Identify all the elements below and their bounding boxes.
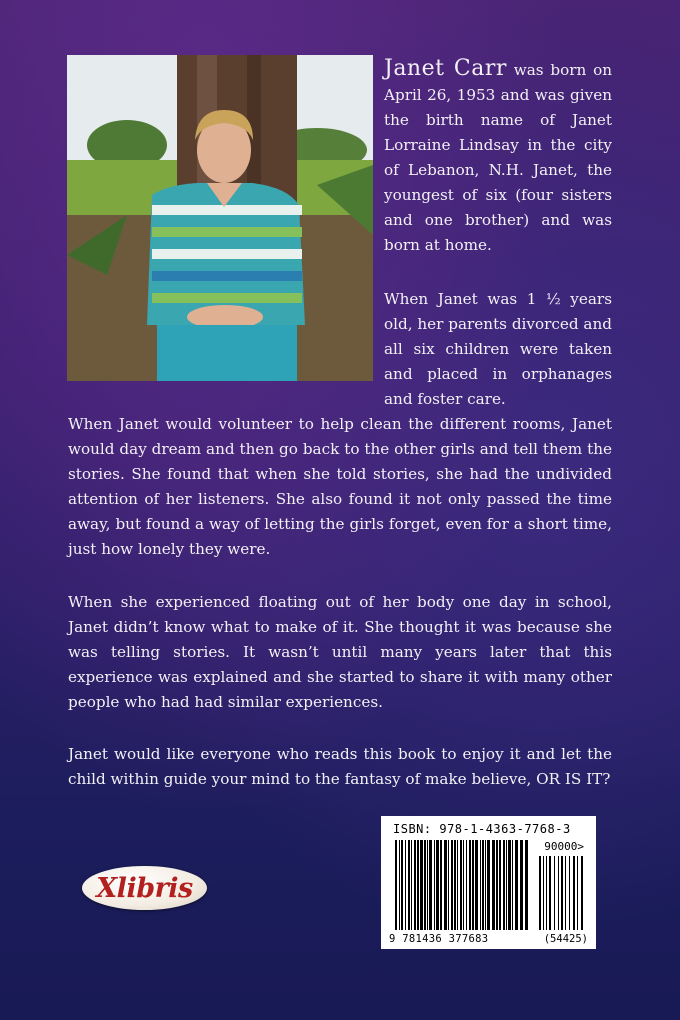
xlibris-logo bbox=[82, 866, 207, 910]
barcode-number: 9 781436 377683 bbox=[389, 933, 489, 945]
intro-paragraph bbox=[384, 56, 612, 258]
author-photo bbox=[67, 55, 373, 381]
author-name: Janet Carr bbox=[384, 56, 507, 81]
isbn-label: ISBN: 978-1-4363-7768-3 bbox=[393, 822, 571, 836]
intro-text: was born on April 26, 1953 and was given the birth name of Janet Lorraine Lindsay in the city of Lebanon, N.H. Janet, the youngest of six (four sisters and one brother) and was born at home. bbox=[384, 61, 612, 254]
author-photo-illustration bbox=[67, 55, 373, 381]
storytelling-paragraph: When Janet would volunteer to help clean the different rooms, Janet would day dream and then go back to the other girls and tell them the stories. She found that when she told stories, she had the undivided attention of her listeners. She also found it not only passed the time away, but found a way of letting the girls forget, even for a short time, just how lonely they were. bbox=[68, 415, 612, 558]
barcode-bars bbox=[381, 816, 596, 949]
floating-paragraph: When she experienced floating out of her body one day in school, Janet didn’t know what to make of it. She thought it was because she was telling stories. It wasn’t until many years later that this experience was explained and she started to share it with many other people who had had similar experiences. bbox=[68, 593, 612, 711]
closing-paragraph: Janet would like everyone who reads this book to enjoy it and let the child within guide your mind to the fantasy of make believe, OR IS IT? bbox=[68, 745, 612, 788]
barcode-price: (54425) bbox=[543, 933, 588, 945]
price-code: 90000> bbox=[544, 840, 584, 853]
divorce-paragraph: When Janet was 1 ½ years old, her parents divorced and all six children were taken and placed in orphanages and foster care. bbox=[384, 290, 612, 408]
isbn-barcode bbox=[381, 816, 596, 949]
logo-text: Xlibris bbox=[96, 872, 193, 904]
